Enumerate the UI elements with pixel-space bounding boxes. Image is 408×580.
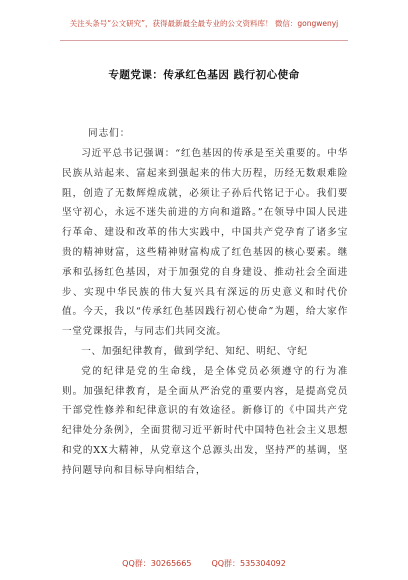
qq-group-1: QQ群：30265665 <box>122 559 192 568</box>
paragraph: 习近平总书记强调：“红色基因的传承是至关重要的。中华民族从站起来、富起来到强起来的伟大历程，历经无数艰难险阻，创造了无数辉煌成就，必须让子孙后代铭记于心。我们要坚守初心，永远不迷失前进的方向和道路。”在领导中国人民进行革命、建设和改革的伟大实践中，中国共产党孕育了诸多宝贵的精神财富，这些精神财富构成了红色基因的核心要素。继承和弘扬红色基因，对于加强党的自身建设、推动社会全面进步、实现中华民族的伟大复兴具有深远的历史意义和时代价值。今天，我以“传承红色基因践行初心使命”为题，给大家作一堂党课报告，与同志们共同交流。 <box>62 148 348 338</box>
document-title: 专题党课：传承红色基因 践行初心使命 <box>108 69 300 81</box>
footer-contacts <box>0 558 408 569</box>
qq-group-2: QQ群：535304092 <box>211 559 286 568</box>
document-body <box>62 144 348 481</box>
header-note: 关注头条号“公文研究”，获得最新最全最专业的公文资料库！ 微信：gongwenyj <box>69 19 339 28</box>
section-heading: 一、加强纪律教育，做到学纪、知纪、明纪、守纪 <box>81 345 308 357</box>
header-divider <box>60 40 348 41</box>
paragraph: 党的纪律是党的生命线，是全体党员必须遵守的行为准则。加强纪律教育，是全面从严治党的重要内容，是提高党员干部党性修养和纪律意识的有效途径。新修订的《中国共产党纪律处分条例》，全面贯彻习近平新时代中国特色社会主义思想和党的XX大精神，从党章这个总源头出发，坚持严的基调，坚持问题导向和目标导向相结合， <box>62 365 348 476</box>
greeting: 同志们： <box>88 128 131 139</box>
